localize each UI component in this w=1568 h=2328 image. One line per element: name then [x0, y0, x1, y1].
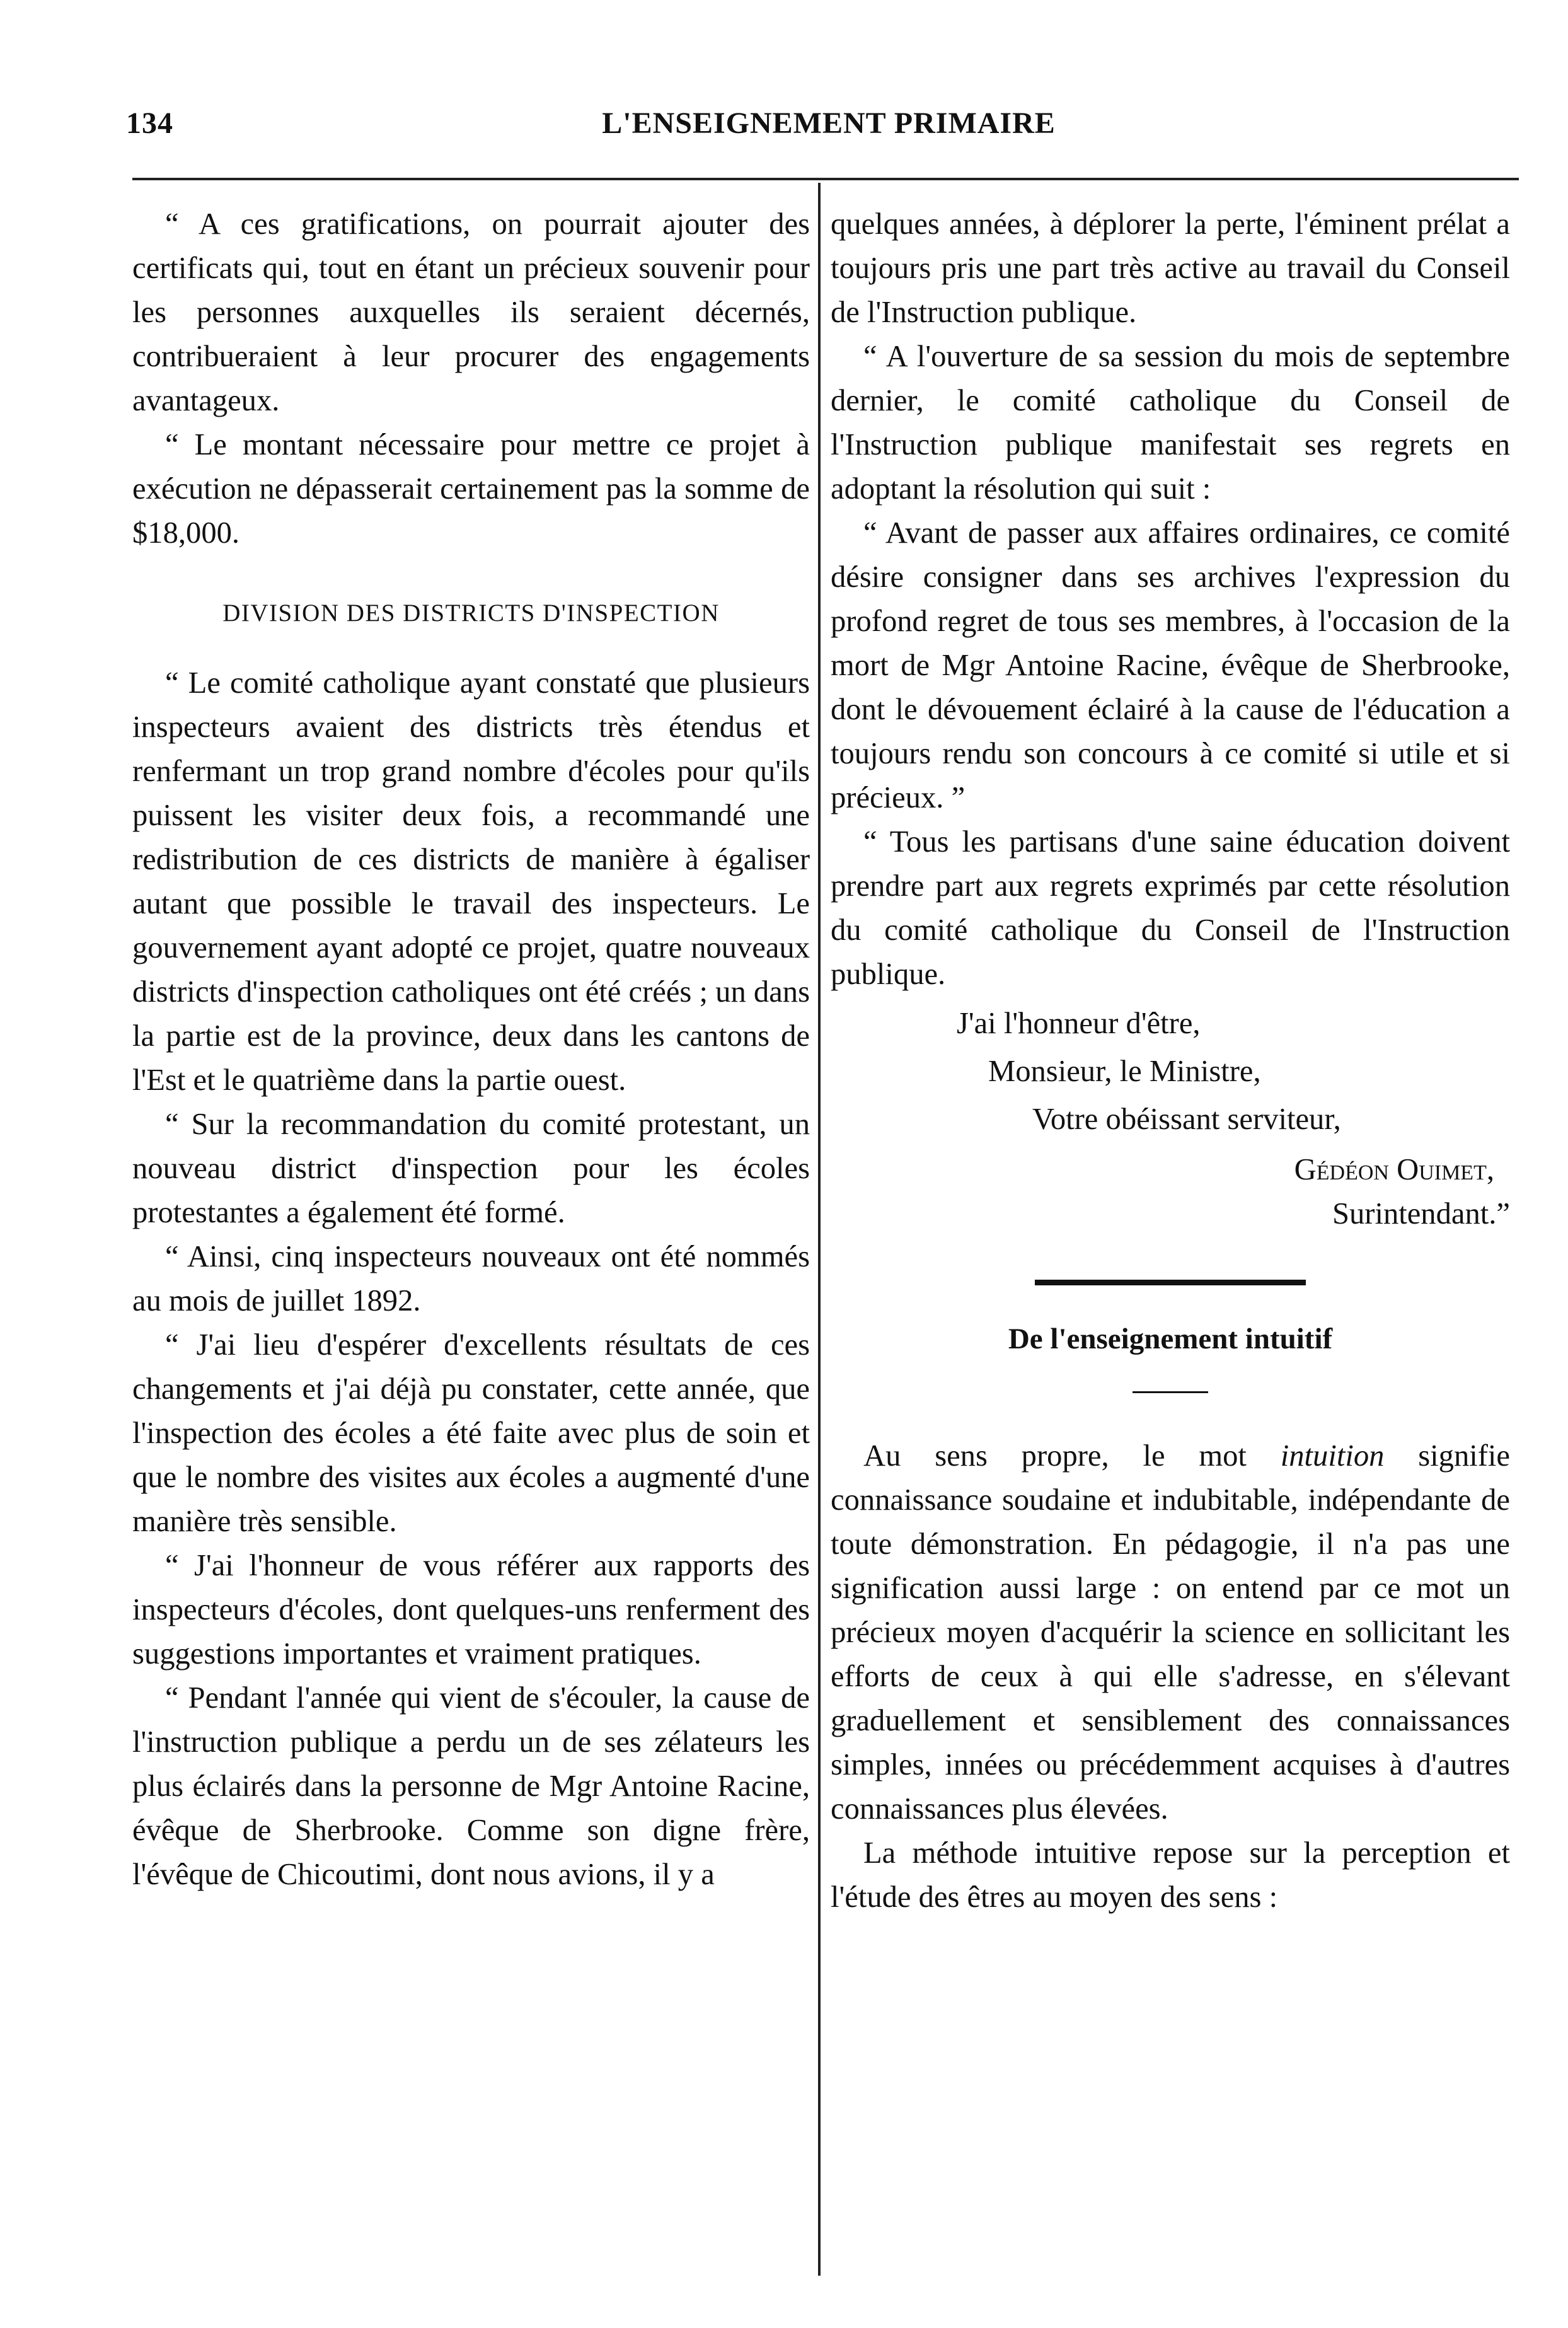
paragraph-annee: “ Pendant l'année qui vient de s'écouler, la cause de l'instruction publique a perdu un de ses zélateurs les plus éclairés dans la personne de Mgr Antoine Racine, évêque de Sherbrooke. Comme son digne frère, l'évêque de Chicoutimi, dont nous avions, il y a — [132, 1681, 810, 1891]
paragraph-comite-protestant: “ Sur la recommandation du comité protestant, un nouveau district d'inspection pour les écoles protestantes a également été formé. — [132, 1107, 810, 1229]
text-run: signifie connaissance soudaine et indubitable, indépendante de toute démonstration. En pédagogie, il n'a pas une signification aussi large : on entend par ce mot un précieux moyen d'acquérir la science en sollicitant les efforts de ceux à qui elle s'adresse, en s'élevant graduellement et sensiblement des connaissances simples, innées ou précédemment acquises à d'autres connaissances plus élevées. — [831, 1439, 1510, 1826]
closing-line: Votre obéissant serviteur, — [1032, 1102, 1341, 1136]
section-heading: DIVISION DES DISTRICTS D'INSPECTION — [222, 599, 720, 627]
paragraph-resultats: “ J'ai lieu d'espérer d'excellents résultats de ces changements et j'ai déjà pu constater, cette année, que l'inspection des écoles a été faite avec plus de soin et que le nombre des visites aux écoles a augmenté d'une manière très sensible. — [132, 1328, 810, 1538]
paragraph-sens-propre — [831, 1433, 1510, 1831]
signature-title: Surintendant.” — [1332, 1196, 1510, 1231]
closing-line: Monsieur, le Ministre, — [988, 1054, 1261, 1088]
text-run: Au sens propre, le mot — [863, 1439, 1281, 1473]
paragraph-montant: “ Le montant nécessaire pour mettre ce projet à exécution ne dépasserait certainement pas la somme de $18,000. — [132, 427, 810, 550]
right-column — [831, 202, 1510, 1919]
title-rule — [1133, 1391, 1208, 1393]
ornament-divider — [1035, 1280, 1306, 1285]
paragraph-gratifications: “ A ces gratifications, on pourrait ajouter des certificats qui, tout en étant un précieux souvenir pour les personnes auxquelles ils seraient décernés, contribueraient à leur procurer des engagements avantageux. — [132, 207, 810, 417]
running-title: L'ENSEIGNEMENT PRIMAIRE — [602, 107, 1056, 140]
column-divider — [818, 183, 821, 2276]
paragraph-comite-catholique: “ Le comité catholique ayant constaté que plusieurs inspecteurs avaient des districts très étendus et renfermant un trop grand nombre d'écoles pour qu'ils puissent les visiter deux fois, a recommandé une redistribution de ces districts de manière à égaliser autant que possible le travail des inspecteurs. Le gouvernement ayant adopté ce projet, quatre nouveaux districts d'inspection catholiques ont été créés ; un dans la partie est de la province, deux dans les cantons de l'Est et le quatrième dans la partie ouest. — [132, 666, 810, 1097]
paragraph-partisans: “ Tous les partisans d'une saine éducation doivent prendre part aux regrets exprimés par cette résolution du comité catholique du Conseil de l'Instruction publique. — [831, 825, 1510, 991]
article-title: De l'enseignement intuitif — [1008, 1323, 1333, 1355]
signature-block — [831, 1147, 1510, 1236]
paragraph-methode-intuitive: La méthode intuitive repose sur la perception et l'étude des êtres au moyen des sens : — [831, 1836, 1510, 1914]
paragraph-resolution: “ Avant de passer aux affaires ordinaires, ce comité désire consigner dans ses archives l'expression du profond regret de tous ses membres, à l'occasion de la mort de Mgr Antoine Racine, évêque de Sherbrooke, dont le dévouement éclairé à la cause de l'éducation a toujours rendu son concours à ce comité si utile et si précieux. ” — [831, 516, 1510, 814]
left-column — [132, 202, 810, 1896]
signature-name: Gédéon Ouimet, — [1294, 1152, 1494, 1186]
paragraph-rapports: “ J'ai l'honneur de vous référer aux rapports des inspecteurs d'écoles, dont quelques-uns renferment des suggestions importantes et vraiment pratiques. — [132, 1548, 810, 1671]
paragraph-inspecteurs-nouveaux: “ Ainsi, cinq inspecteurs nouveaux ont été nommés au mois de juillet 1892. — [132, 1239, 810, 1317]
paragraph-ouverture-session: “ A l'ouverture de sa session du mois de septembre dernier, le comité catholique du Conseil de l'Instruction publique manifestait ses regrets en adoptant la résolution qui suit : — [831, 339, 1510, 506]
page-number: 134 — [126, 107, 173, 140]
closing-line: J'ai l'honneur d'être, — [957, 1006, 1201, 1040]
italic-term: intuition — [1280, 1439, 1385, 1473]
paragraph-continuation: quelques années, à déplorer la perte, l'éminent prélat a toujours pris une part très active au travail du Conseil de l'Instruction publique. — [831, 207, 1510, 329]
page-header — [126, 106, 1531, 150]
header-rule — [132, 178, 1519, 180]
